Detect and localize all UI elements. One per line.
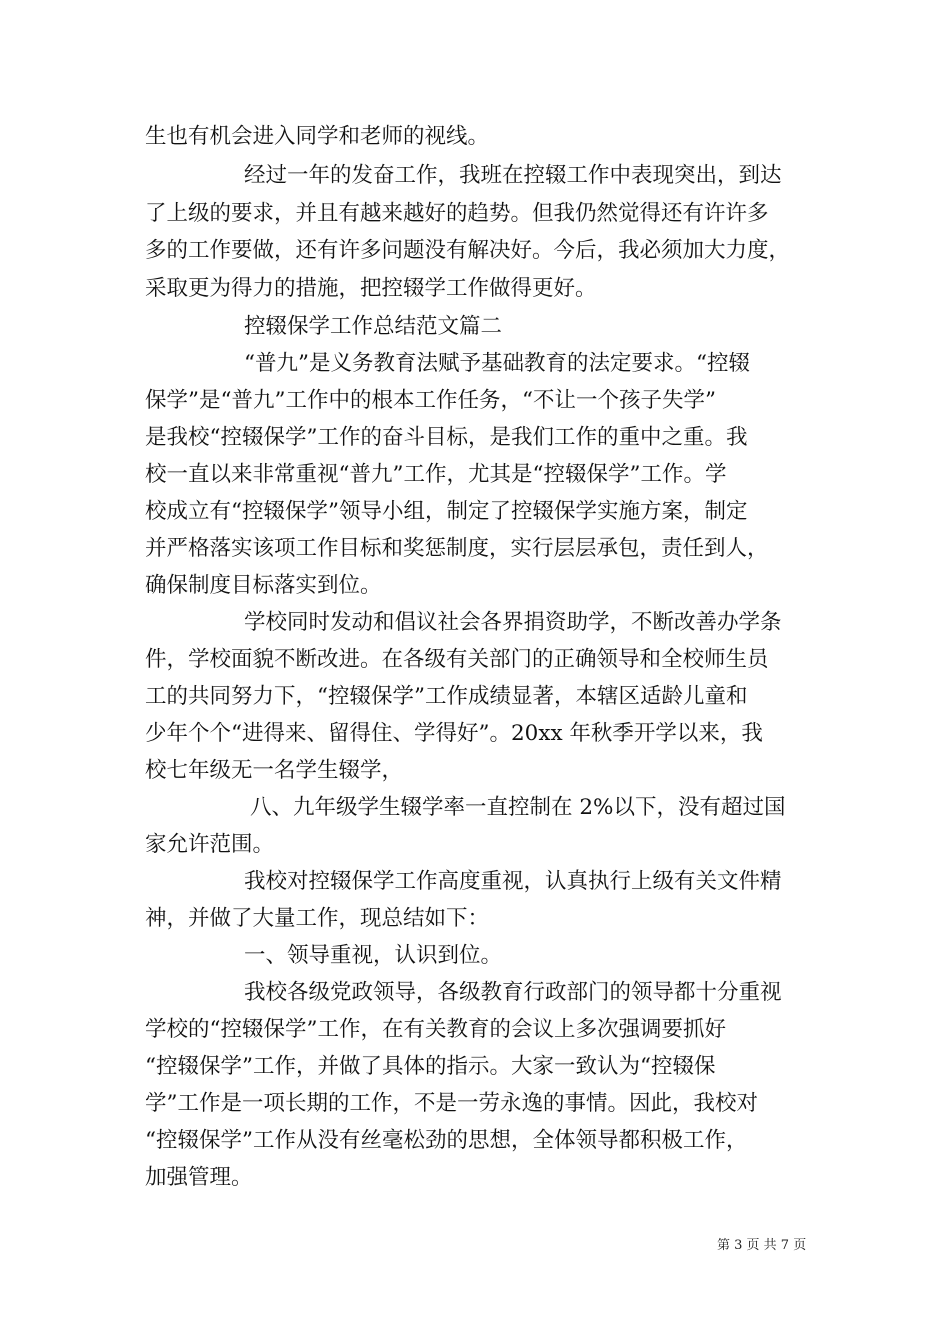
section-heading: 控辍保学工作总结范文篇二 — [244, 314, 503, 339]
text-line: 八、九年级学生辍学率一直控制在 2%以下，没有超过国 — [250, 795, 786, 820]
text-line: 学校的“控辍保学”工作，在有关教育的会议上多次强调要抓好 — [145, 1017, 726, 1042]
text-line: 生也有机会进入同学和老师的视线。 — [145, 124, 490, 149]
text-line: 保学”是“普九”工作中的根本工作任务，“不让一个孩子失学” — [145, 388, 716, 413]
text-line: 件，学校面貌不断改进。在各级有关部门的正确领导和全校师生员 — [145, 647, 769, 672]
text-line: 校一直以来非常重视“普九”工作，尤其是“控辍保学”工作。学 — [145, 462, 727, 487]
text-line: 采取更为得力的措施，把控辍学工作做得更好。 — [145, 276, 597, 301]
text-line: 神，并做了大量工作，现总结如下： — [145, 906, 490, 931]
text-line: 工的共同努力下，“控辍保学”工作成绩显著，本辖区适龄儿童和 — [145, 684, 748, 709]
section-heading: 一、领导重视，认识到位。 — [244, 943, 503, 968]
text-line: 确保制度目标落实到位。 — [145, 573, 382, 598]
text-line: 我校各级党政领导，各级教育行政部门的领导都十分重视 — [244, 980, 782, 1005]
text-line: 是我校“控辍保学”工作的奋斗目标，是我们工作的重中之重。我 — [145, 425, 748, 450]
text-line: 并严格落实该项工作目标和奖惩制度，实行层层承包，责任到人， — [145, 536, 769, 561]
text-line: 少年个个“进得来、留得住、学得好”。20xx 年秋季开学以来，我 — [145, 721, 763, 746]
page-number: 第 3 页 共 7 页 — [717, 1238, 807, 1253]
text-line: “控辍保学”工作从没有丝毫松劲的思想，全体领导都积极工作， — [145, 1128, 748, 1153]
text-line: “控辍保学”工作，并做了具体的指示。大家一致认为“控辍保 — [145, 1054, 716, 1079]
text-line: 多的工作要做，还有许多问题没有解决好。今后，我必须加大力度， — [145, 238, 791, 263]
text-line: “普九”是义务教育法赋予基础教育的法定要求。“控辍 — [244, 351, 750, 376]
text-line: 加强管理。 — [145, 1165, 253, 1190]
text-line: 经过一年的发奋工作，我班在控辍工作中表现突出，到达 — [244, 163, 782, 188]
text-line: 了上级的要求，并且有越来越好的趋势。但我仍然觉得还有许许多 — [145, 201, 769, 226]
text-line: 学校同时发动和倡议社会各界捐资助学，不断改善办学条 — [244, 610, 782, 635]
text-line: 我校对控辍保学工作高度重视，认真执行上级有关文件精 — [244, 869, 782, 894]
text-line: 校七年级无一名学生辍学， — [145, 758, 404, 783]
text-line: 家允许范围。 — [145, 832, 275, 857]
text-line: 校成立有“控辍保学”领导小组，制定了控辍保学实施方案，制定 — [145, 499, 748, 524]
text-line: 学”工作是一项长期的工作，不是一劳永逸的事情。因此，我校对 — [145, 1091, 758, 1116]
